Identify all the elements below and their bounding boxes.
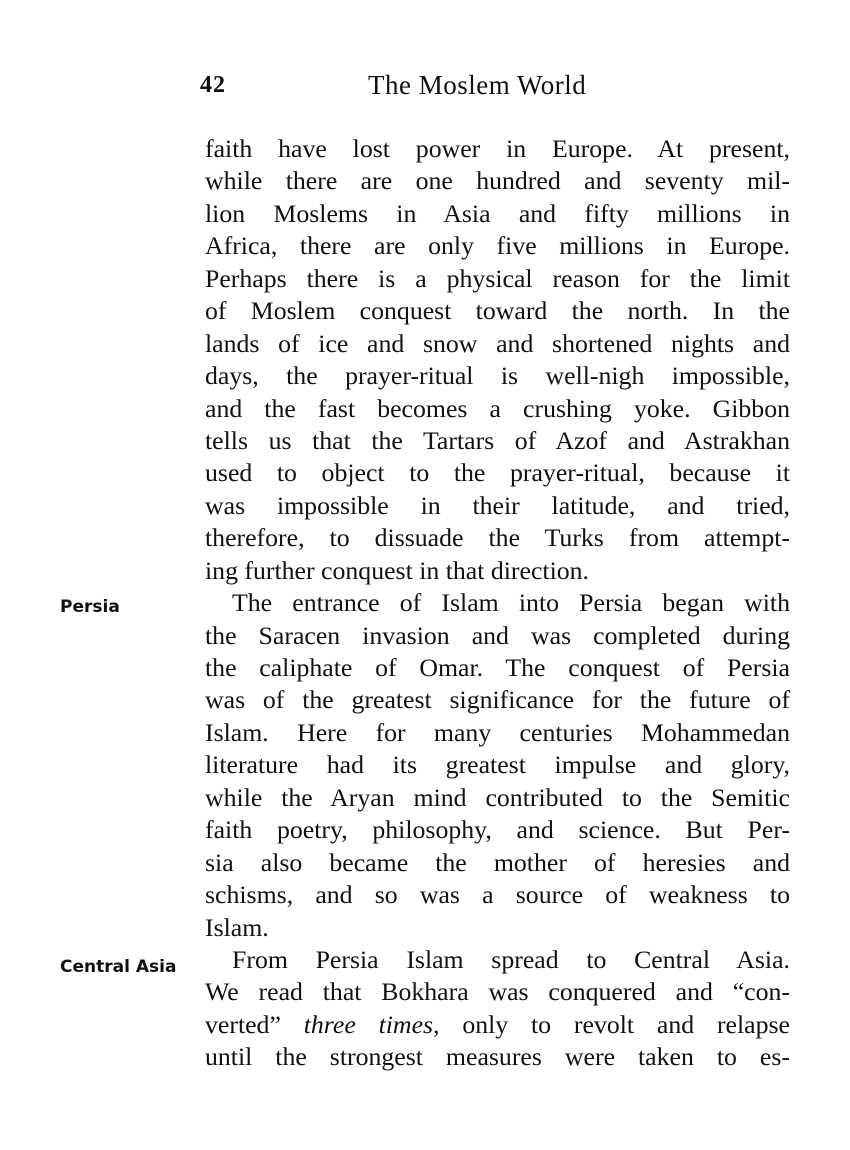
text-line: From Persia Islam spread to Central Asia. <box>232 944 790 974</box>
text-line: We read that Bokhara was conquered and “con- <box>205 977 790 1007</box>
margin-note-persia: Persia <box>60 597 120 617</box>
text-line: and the fast becomes a crushing yoke. Gibbon <box>205 393 790 423</box>
running-title: The Moslem World <box>368 70 587 100</box>
text-line: until the strongest measures were taken to es- <box>205 1042 790 1072</box>
text-line: while there are one hundred and seventy mil- <box>205 166 790 196</box>
text-line: faith have lost power in Europe. At present, <box>205 134 790 163</box>
italic-run: three times, <box>303 1009 440 1039</box>
text-line: used to object to the prayer-ritual, because it <box>205 458 790 488</box>
text-line: Africa, there are only five millions in Europe. <box>205 231 790 261</box>
text-line: was impossible in their latitude, and tried, <box>205 490 790 520</box>
text-line: ing further conquest in that direction. <box>205 555 589 585</box>
text-line: faith poetry, philosophy, and science. But Per- <box>205 815 790 845</box>
body-text <box>205 133 790 1074</box>
text-line: lion Moslems in Asia and fifty millions in <box>205 198 790 228</box>
text-run: verted” <box>205 1009 304 1039</box>
text-line: The entrance of Islam into Persia began with <box>232 588 790 618</box>
margin-note-central-asia: Central Asia <box>60 957 177 977</box>
text-line: the caliphate of Omar. The conquest of Persia <box>205 653 790 682</box>
text-line: Islam. <box>205 912 269 942</box>
text-line: sia also became the mother of heresies and <box>205 847 790 877</box>
text-line: while the Aryan mind contributed to the Semitic <box>205 782 790 812</box>
text-line: Perhaps there is a physical reason for the limit <box>205 263 790 293</box>
text-line: of Moslem conquest toward the north. In the <box>205 296 790 326</box>
text-line: therefore, to dissuade the Turks from attempt- <box>205 523 790 553</box>
text-line: lands of ice and snow and shortened nights and <box>205 328 790 358</box>
text-line: tells us that the Tartars of Azof and Astrakhan <box>205 425 790 455</box>
running-head <box>0 66 850 106</box>
text-line: literature had its greatest impulse and glory, <box>205 750 790 780</box>
text-line: days, the prayer-ritual is well-nigh impossible, <box>205 361 790 391</box>
text-line-with-italic <box>205 1009 790 1041</box>
text-line: was of the greatest significance for the future of <box>205 685 790 715</box>
page-number: 42 <box>200 72 226 98</box>
text-line: the Saracen invasion and was completed during <box>205 620 790 650</box>
text-run: only to revolt and relapse <box>439 1009 791 1039</box>
text-line: schisms, and so was a source of weakness to <box>205 880 790 910</box>
text-line: Islam. Here for many centuries Mohammedan <box>205 717 790 747</box>
